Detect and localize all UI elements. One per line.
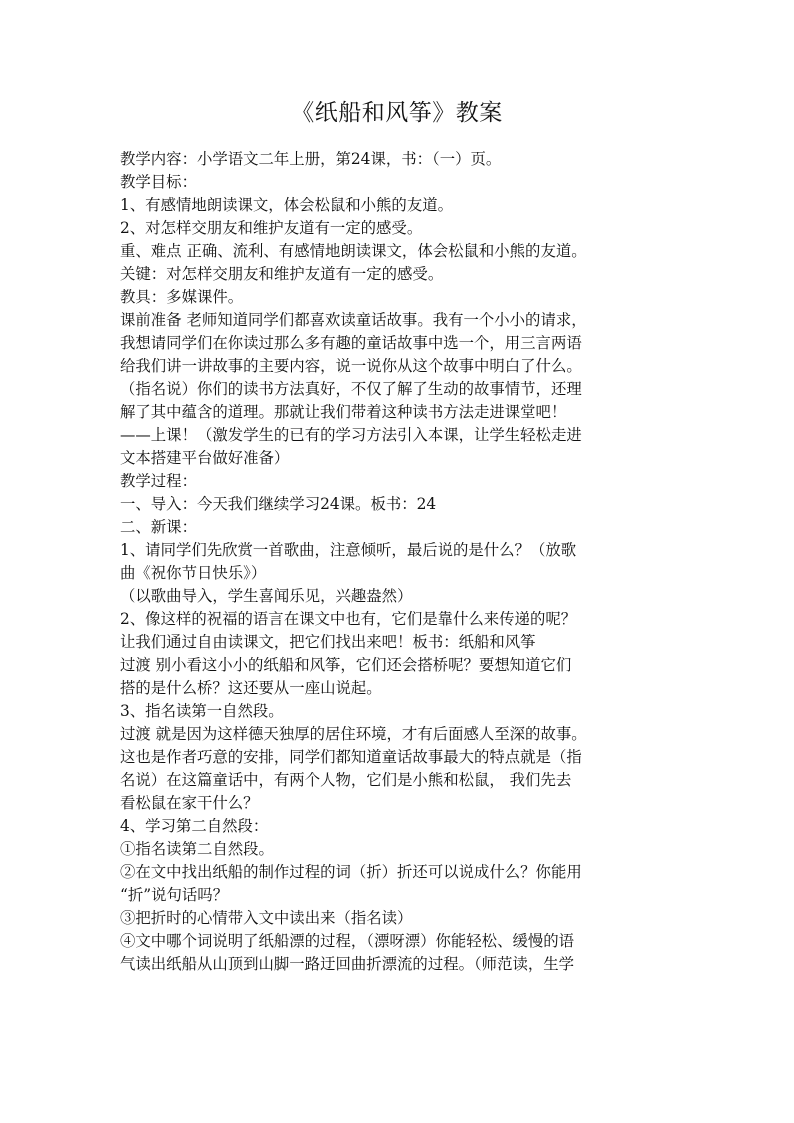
text-line: “折”说句话吗？ [120, 886, 229, 904]
text-line: 文本搭建平台做好准备） [120, 449, 290, 467]
text-line: 这也是作者巧意的安排，同学们都知道童话故事最大的特点就是（指 [120, 748, 582, 766]
text-line: 给我们讲一讲故事的主要内容，说一说你从这个故事中明白了什么。 [120, 357, 582, 375]
text-line: 关键：对怎样交朋友和维护友道有一定的感受。 [120, 265, 444, 283]
text-line: 2、对怎样交朋友和维护友道有一定的感受。 [120, 219, 423, 237]
text-line: 名说）在这篇童话中，有两个人物，它们是小熊和松鼠， 我们先去 [120, 771, 572, 789]
text-line: ②在文中找出纸船的制作过程的词（折）折还可以说成什么？你能用 [120, 863, 582, 881]
text-line: 1、请同学们先欣赏一首歌曲，注意倾听，最后说的是什么？（放歌 [120, 541, 577, 559]
text-line: ①指名读第二自然段。 [120, 840, 274, 858]
text-line: 曲《祝你节日快乐》） [120, 564, 267, 582]
text-line: 二、新课： [120, 518, 197, 536]
text-line: 教学过程： [120, 472, 197, 490]
text-line: 教具：多媒课件。 [120, 288, 244, 306]
text-line: ④文中哪个词说明了纸船漂的过程，（漂呀漂）你能轻松、缓慢的语 [120, 932, 575, 950]
text-line: 2、像这样的祝福的语言在课文中也有，它们是靠什么来传递的呢？ [120, 610, 577, 628]
document-title: 《纸船和风筝》教案 [291, 100, 503, 126]
text-line: （指名说）你们的读书方法真好，不仅了解了生动的故事情节，还理 [120, 380, 582, 398]
text-line: 解了其中蕴含的道理。那就让我们带着这种读书方法走进课堂吧！ [120, 403, 567, 421]
text-line: 气读出纸船从山顶到山脚一路迂回曲折漂流的过程。（师范读，生学 [120, 955, 575, 973]
text-line: 课前准备 老师知道同学们都喜欢读童话故事。我有一个小小的请求， [120, 311, 587, 329]
text-line: 1、有感情地朗读课文，体会松鼠和小熊的友道。 [120, 196, 453, 214]
text-line: 搭的是什么桥？这还要从一座山说起。 [120, 679, 382, 697]
text-line: 过渡 就是因为这样德天独厚的居住环境，才有后面感人至深的故事。 [120, 725, 587, 743]
text-line: 重、难点 正确、流利、有感情地朗读课文，体会松鼠和小熊的友道。 [120, 242, 587, 260]
text-line: 让我们通过自由读课文，把它们找出来吧！板书：纸船和风筝 [120, 633, 536, 651]
text-line: 教学内容：小学语文二年上册，第24课，书：（一）页。 [120, 150, 502, 168]
text-line: 我想请同学们在你读过那么多有趣的童话故事中选一个，用三言两语 [120, 334, 582, 352]
text-line: （以歌曲导入，学生喜闻乐见，兴趣盎然） [120, 587, 413, 605]
text-line: 过渡 别小看这小小的纸船和风筝，它们还会搭桥呢？要想知道它们 [120, 656, 572, 674]
text-line: ——上课！（激发学生的已有的学习方法引入本课，让学生轻松走进 [120, 426, 582, 444]
text-line: 3、指名读第一自然段。 [120, 702, 284, 720]
text-line: 教学目标： [120, 173, 197, 191]
document-body [120, 148, 680, 976]
text-line: 一、导入：今天我们继续学习24课。板书：24 [120, 495, 437, 513]
text-line: ③把折时的心情带入文中读出来（指名读） [120, 909, 413, 927]
text-line: 看松鼠在家干什么？ [120, 794, 259, 812]
text-line: 4、学习第二自然段： [120, 817, 269, 835]
